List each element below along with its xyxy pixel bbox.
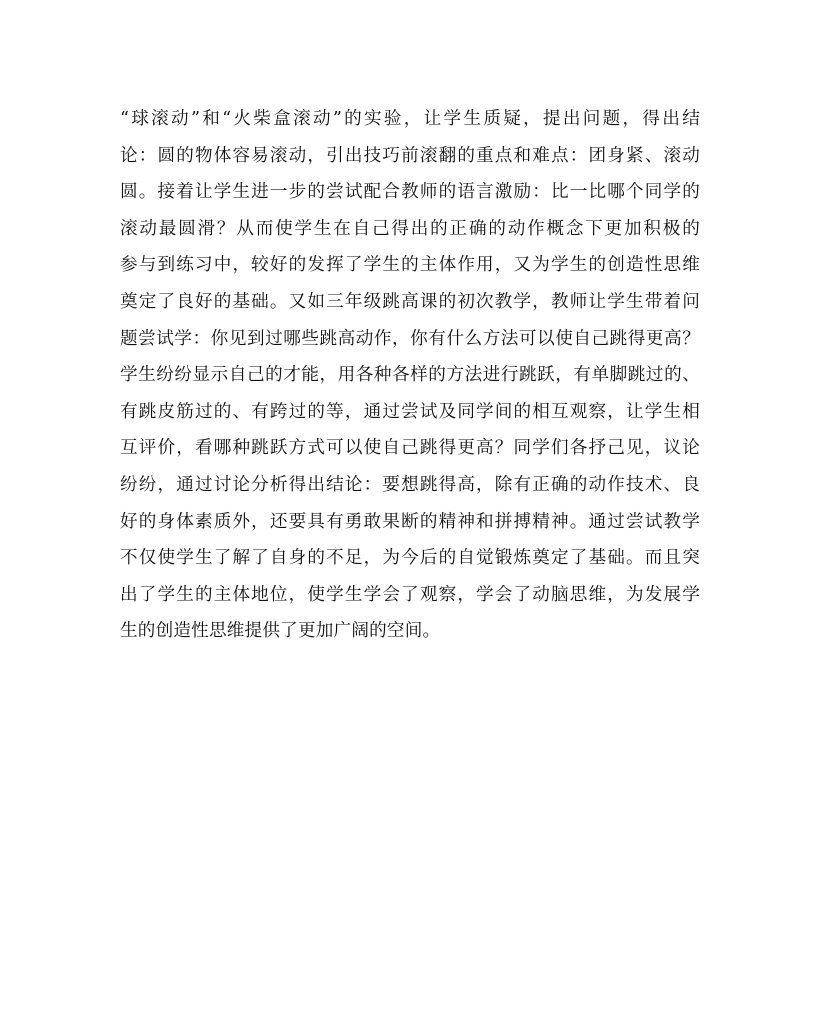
text-line: 圆。接着让学生进一步的尝试配合教师的语言激励：比一比哪个同学的 [120, 182, 700, 203]
text-line: 纷纷，通过讨论分析得出结论：要想跳得高，除有正确的动作技术、良 [120, 474, 700, 495]
text-line: 生的创造性思维提供了更加广阔的空间。 [120, 621, 441, 642]
text-line: 参与到练习中，较好的发挥了学生的主体作用，又为学生的创造性思维 [120, 255, 700, 276]
text-line: 题尝试学：你见到过哪些跳高动作，你有什么方法可以使自己跳得更高？ [120, 328, 700, 349]
body-paragraph [120, 101, 700, 650]
text-line: 论：圆的物体容易滚动，引出技巧前滚翻的重点和难点：团身紧、滚动 [120, 145, 700, 166]
text-line: 好的身体素质外，还要具有勇敢果断的精神和拼搏精神。通过尝试教学 [120, 511, 700, 532]
text-line: 有跳皮筋过的、有跨过的等，通过尝试及同学间的相互观察，让学生相 [120, 401, 700, 422]
text-line: 学生纷纷显示自己的才能，用各种各样的方法进行跳跃，有单脚跳过的、 [120, 365, 700, 386]
text-line: 滚动最圆滑？从而使学生在自己得出的正确的动作概念下更加积极的 [120, 218, 700, 239]
text-line: 不仅使学生了解了自身的不足，为今后的自觉锻炼奠定了基础。而且突 [120, 548, 700, 569]
text-line: 奠定了良好的基础。又如三年级跳高课的初次教学，教师让学生带着问 [120, 291, 700, 312]
text-line: “球滚动”和“火柴盒滚动”的实验，让学生质疑，提出问题，得出结 [120, 109, 700, 129]
text-line: 出了学生的主体地位，使学生学会了观察，学会了动脑思维，为发展学 [120, 584, 700, 605]
text-line: 互评价，看哪种跳跃方式可以使自己跳得更高？同学们各抒己见，议论 [120, 438, 700, 459]
